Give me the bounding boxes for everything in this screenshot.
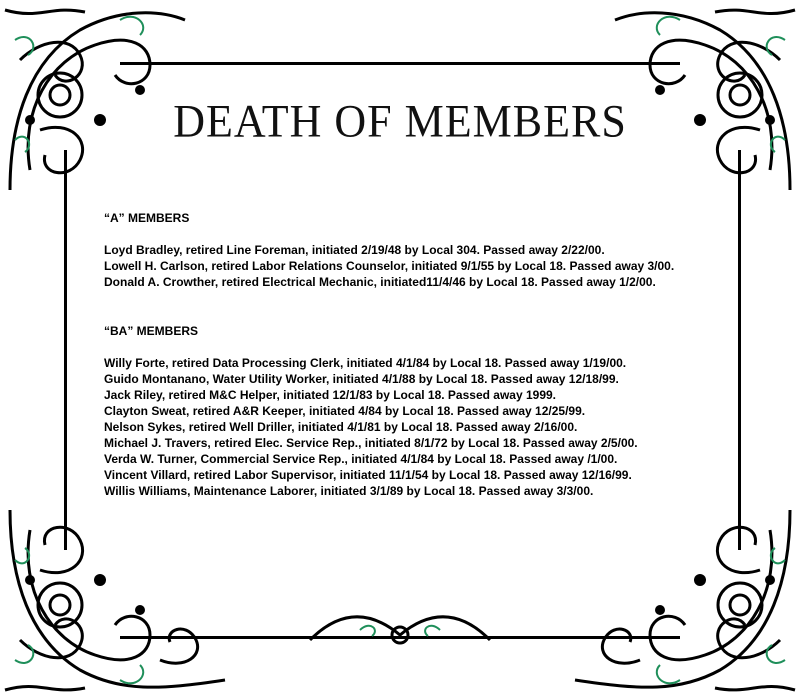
frame-left-line xyxy=(64,150,67,550)
section-ba-members xyxy=(104,323,744,499)
list-item: Verda W. Turner, Commercial Service Rep., initiated 4/1/84 by Local 18. Passed away /1/00. xyxy=(104,452,618,466)
section-a-members xyxy=(104,210,744,290)
members-content xyxy=(104,210,744,499)
member-list xyxy=(104,242,744,290)
ornament-bottom-right xyxy=(570,500,800,700)
list-item: Willis Williams, Maintenance Laborer, initiated 3/1/89 by Local 18. Passed away 3/3/00. xyxy=(104,484,594,498)
member-list xyxy=(104,355,744,499)
ornament-bottom-center xyxy=(300,600,500,660)
list-item: Clayton Sweat, retired A&R Keeper, initiated 4/84 by Local 18. Passed away 12/25/99. xyxy=(104,404,586,418)
ornament-bottom-left xyxy=(0,500,230,700)
list-item: Nelson Sykes, retired Well Driller, initiated 4/1/81 by Local 18. Passed away 2/16/00. xyxy=(104,420,578,434)
list-item: Donald A. Crowther, retired Electrical Mechanic, initiated11/4/46 by Local 18. Passed away 1/2/00. xyxy=(104,275,656,289)
section-heading: “BA” MEMBERS xyxy=(104,324,199,338)
list-item: Jack Riley, retired M&C Helper, initiated 12/1/83 by Local 18. Passed away 1999. xyxy=(104,388,557,402)
list-item: Guido Montanano, Water Utility Worker, initiated 4/1/88 by Local 18. Passed away 12/18/99. xyxy=(104,372,619,386)
list-item: Michael J. Travers, retired Elec. Service Rep., initiated 8/1/72 by Local 18. Passed away 2/5/00. xyxy=(104,436,638,450)
frame-top-line xyxy=(120,62,680,65)
list-item: Loyd Bradley, retired Line Foreman, initiated 2/19/48 by Local 304. Passed away 2/22/00. xyxy=(104,243,605,257)
page-title: DEATH OF MEMBERS xyxy=(173,95,627,148)
list-item: Willy Forte, retired Data Processing Clerk, initiated 4/1/84 by Local 18. Passed away 1/19/00. xyxy=(104,356,627,370)
list-item: Lowell H. Carlson, retired Labor Relations Counselor, initiated 9/1/55 by Local 18. Passed away 3/00. xyxy=(104,259,675,273)
section-heading: “A” MEMBERS xyxy=(104,211,190,225)
list-item: Vincent Villard, retired Labor Supervisor, initiated 11/1/54 by Local 18. Passed away 12/16/99. xyxy=(104,468,632,482)
